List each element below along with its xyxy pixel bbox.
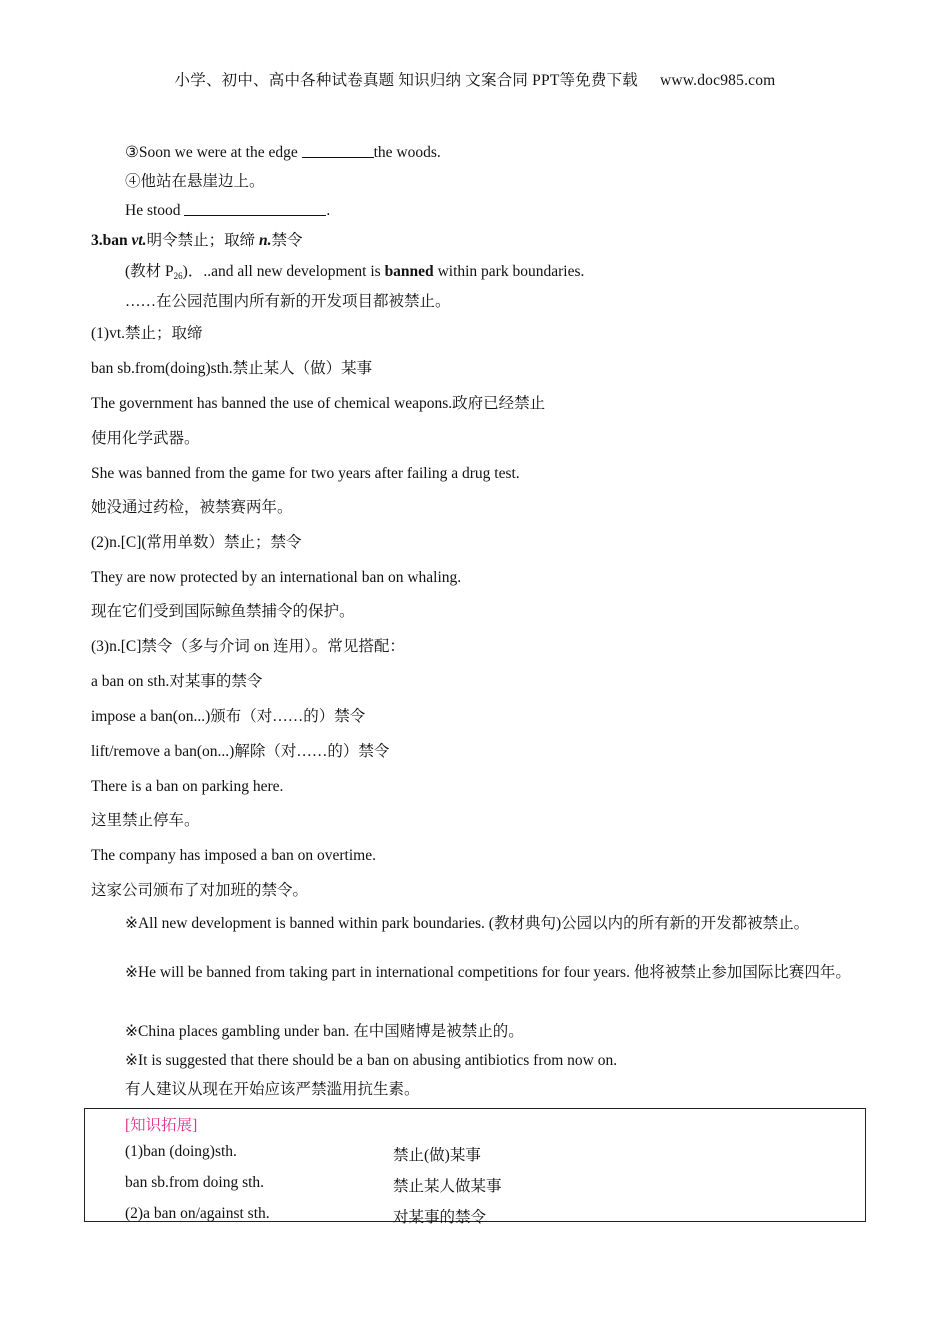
text-line: impose a ban(on...)颁布（对……的）禁令 (91, 708, 366, 725)
entry-definition: 明令禁止；取缔 (146, 232, 259, 249)
exercise-3 (125, 143, 441, 163)
source-label: (教材 P (125, 263, 174, 280)
text-line: 使用化学武器。 (91, 430, 200, 447)
example-sentence: ※China places gambling under ban. 在中国赌博是被禁止的。 (125, 1023, 524, 1040)
text-line: She was banned from the game for two years after failing a drug test. (91, 465, 520, 482)
example-translation: 有人建议从现在开始应该严禁滥用抗生素。 (125, 1081, 420, 1098)
text-line: The company has imposed a ban on overtime. (91, 847, 376, 864)
source-text-end: within park boundaries. (433, 263, 585, 280)
exercise-3-end: the woods. (373, 144, 441, 161)
entry-word: 3.ban (91, 232, 132, 249)
entry-pos: vt. (131, 232, 147, 249)
text-line: lift/remove a ban(on...)解除（对……的）禁令 (91, 743, 390, 760)
phrase-en: ban sb.from doing sth. (125, 1174, 265, 1191)
example-sentence: ※He will be banned from taking part in international competitions for four years. 他将被禁止参加国际比赛四年。 (125, 964, 851, 981)
text-line: 这家公司颁布了对加班的禁令。 (91, 882, 309, 899)
text-line: (2)n.[C](常用单数）禁止；禁令 (91, 534, 302, 551)
entry-source-translation: ……在公园范围内所有新的开发项目都被禁止。 (125, 293, 451, 310)
phrase-en: (1)ban (doing)sth. (125, 1143, 237, 1160)
box-row (125, 1205, 487, 1226)
exercise-4-cn: ④他站在悬崖边上。 (125, 173, 265, 190)
example-sentence: ※It is suggested that there should be a ban on abusing antibiotics from now on. (125, 1052, 618, 1069)
text-line: The government has banned the use of chemical weapons.政府已经禁止 (91, 395, 546, 412)
source-text: )．..and all new development is (182, 263, 385, 280)
text-line: a ban on sth.对某事的禁令 (91, 673, 263, 690)
box-title: [知识拓展] (125, 1117, 198, 1134)
text-line: 这里禁止停车。 (91, 812, 200, 829)
phrase-cn: 禁止某人做某事 (393, 1178, 502, 1195)
text-line: (3)n.[C]禁令（多与介词 on 连用）。常见搭配： (91, 638, 405, 655)
answer-blank (302, 143, 374, 158)
text-line: They are now protected by an international ban on whaling. (91, 569, 462, 586)
phrase-en: (2)a ban on/against sth. (125, 1205, 270, 1222)
answer-blank (184, 201, 326, 216)
exercise-4-end: . (326, 202, 331, 219)
text-line: 她没通过药检，被禁赛两年。 (91, 499, 293, 516)
entry-pos: n. (258, 232, 272, 249)
text-line: (1)vt.禁止；取缔 (91, 325, 203, 342)
phrase-cn: 对某事的禁令 (393, 1209, 487, 1226)
header-text: 小学、初中、高中各种试卷真题 知识归纳 文案合同 PPT等免费下载 (174, 72, 638, 89)
exercise-3-text: ③Soon we were at the edge (125, 144, 302, 161)
entry-source (125, 262, 584, 286)
text-line: ban sb.from(doing)sth.禁止某人（做）某事 (91, 360, 373, 377)
box-row (125, 1174, 502, 1195)
box-row (125, 1143, 481, 1164)
page-header (0, 68, 950, 90)
example-sentence: ※All new development is banned within park boundaries. (教材典句)公园以内的所有新的开发都被禁止。 (125, 915, 810, 932)
entry-heading (91, 231, 302, 251)
source-page: 26 (173, 271, 183, 281)
header-site: www.doc985.com (659, 72, 776, 89)
text-line: There is a ban on parking here. (91, 778, 284, 795)
exercise-4-text: He stood (125, 202, 185, 219)
knowledge-extension-box (84, 1108, 866, 1226)
source-keyword: banned (384, 263, 434, 280)
exercise-4 (125, 201, 330, 221)
entry-definition: 禁令 (271, 232, 303, 249)
phrase-cn: 禁止(做)某事 (393, 1147, 481, 1164)
text-line: 现在它们受到国际鲸鱼禁捕令的保护。 (91, 603, 355, 620)
